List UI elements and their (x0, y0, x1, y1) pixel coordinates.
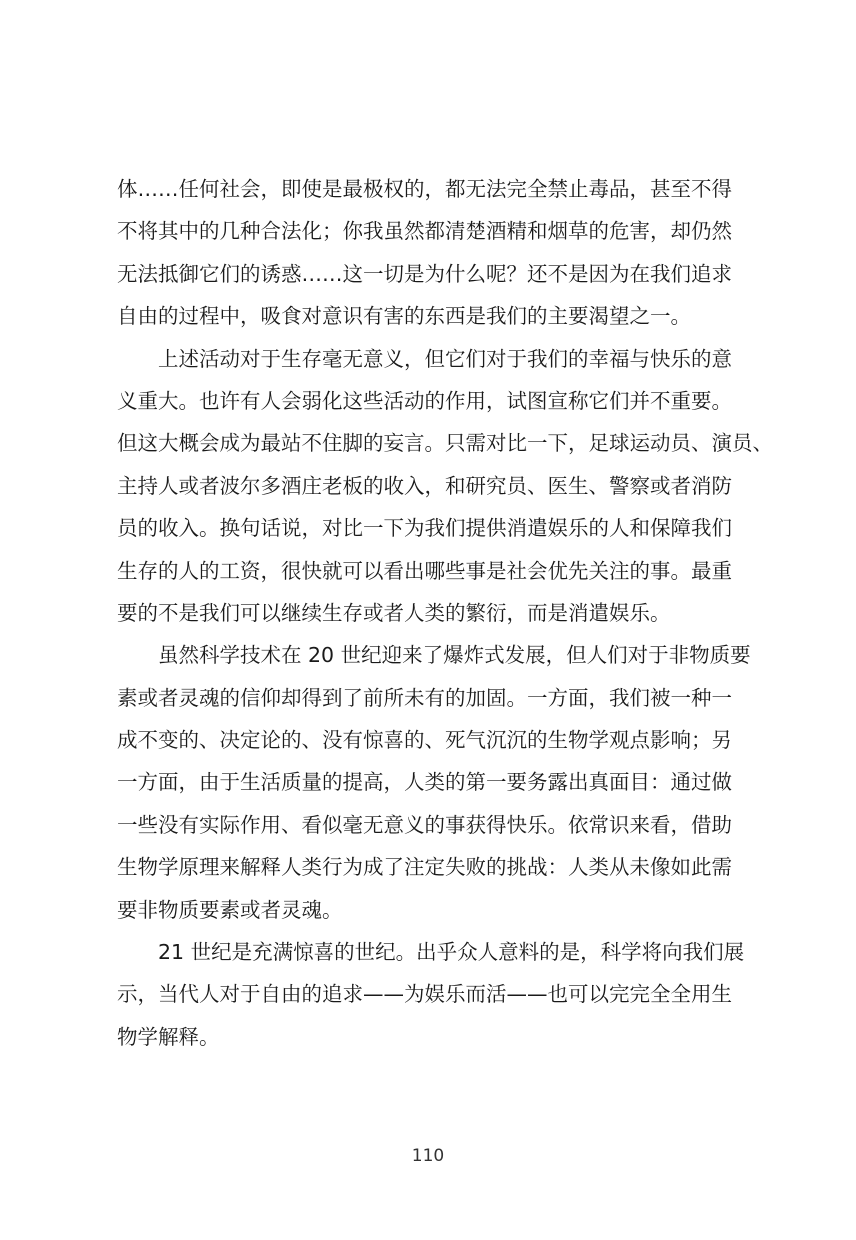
text-line: 生存的人的工资，很快就可以看出哪些事是社会优先关注的事。最重 (117, 558, 732, 583)
text-line: 21 世纪是充满惊喜的世纪。出乎众人意料的是，科学将向我们展 (158, 940, 745, 965)
text-line: 一些没有实际作用、看似毫无意义的事获得快乐。依常识来看，借助 (117, 812, 732, 837)
text-line: 但这大概会成为最站不住脚的妄言。只需对比一下，足球运动员、演员、 (117, 431, 773, 456)
body-text (117, 168, 773, 1058)
text-line: 生物学原理来解释人类行为成了注定失败的挑战：人类从未像如此需 (117, 855, 732, 880)
text-line: 上述活动对于生存毫无意义，但它们对于我们的幸福与快乐的意 (158, 346, 732, 371)
text-line: 不将其中的几种合法化；你我虽然都清楚酒精和烟草的危害，却仍然 (117, 219, 732, 244)
text-line: 素或者灵魂的信仰却得到了前所未有的加固。一方面，我们被一种一 (117, 685, 732, 710)
text-line: 虽然科学技术在 20 世纪迎来了爆炸式发展，但人们对于非物质要 (158, 643, 751, 668)
text-line: 一方面，由于生活质量的提高，人类的第一要务露出真面目：通过做 (117, 770, 732, 795)
text-line: 主持人或者波尔多酒庄老板的收入，和研究员、医生、警察或者消防 (117, 473, 732, 498)
text-line: 物学解释。 (117, 1024, 220, 1049)
text-line: 员的收入。换句话说，对比一下为我们提供消遣娱乐的人和保障我们 (117, 516, 732, 541)
text-line: 要的不是我们可以继续生存或者人类的繁衍，而是消遣娱乐。 (117, 600, 671, 625)
text-line: 无法抵御它们的诱惑……这一切是为什么呢？还不是因为在我们追求 (117, 261, 732, 286)
text-line: 示，当代人对于自由的追求——为娱乐而活——也可以完完全全用生 (117, 982, 732, 1007)
text-line: 体……任何社会，即使是最极权的，都无法完全禁止毒品，甚至不得 (117, 177, 732, 201)
text-line: 成不变的、决定论的、没有惊喜的、死气沉沉的生物学观点影响；另 (117, 728, 732, 753)
text-line: 要非物质要素或者灵魂。 (117, 897, 343, 922)
page-number: 110 (411, 1146, 445, 1166)
text-line: 自由的过程中，吸食对意识有害的东西是我们的主要渴望之一。 (117, 304, 691, 329)
text-line: 义重大。也许有人会弱化这些活动的作用，试图宣称它们并不重要。 (117, 388, 732, 413)
